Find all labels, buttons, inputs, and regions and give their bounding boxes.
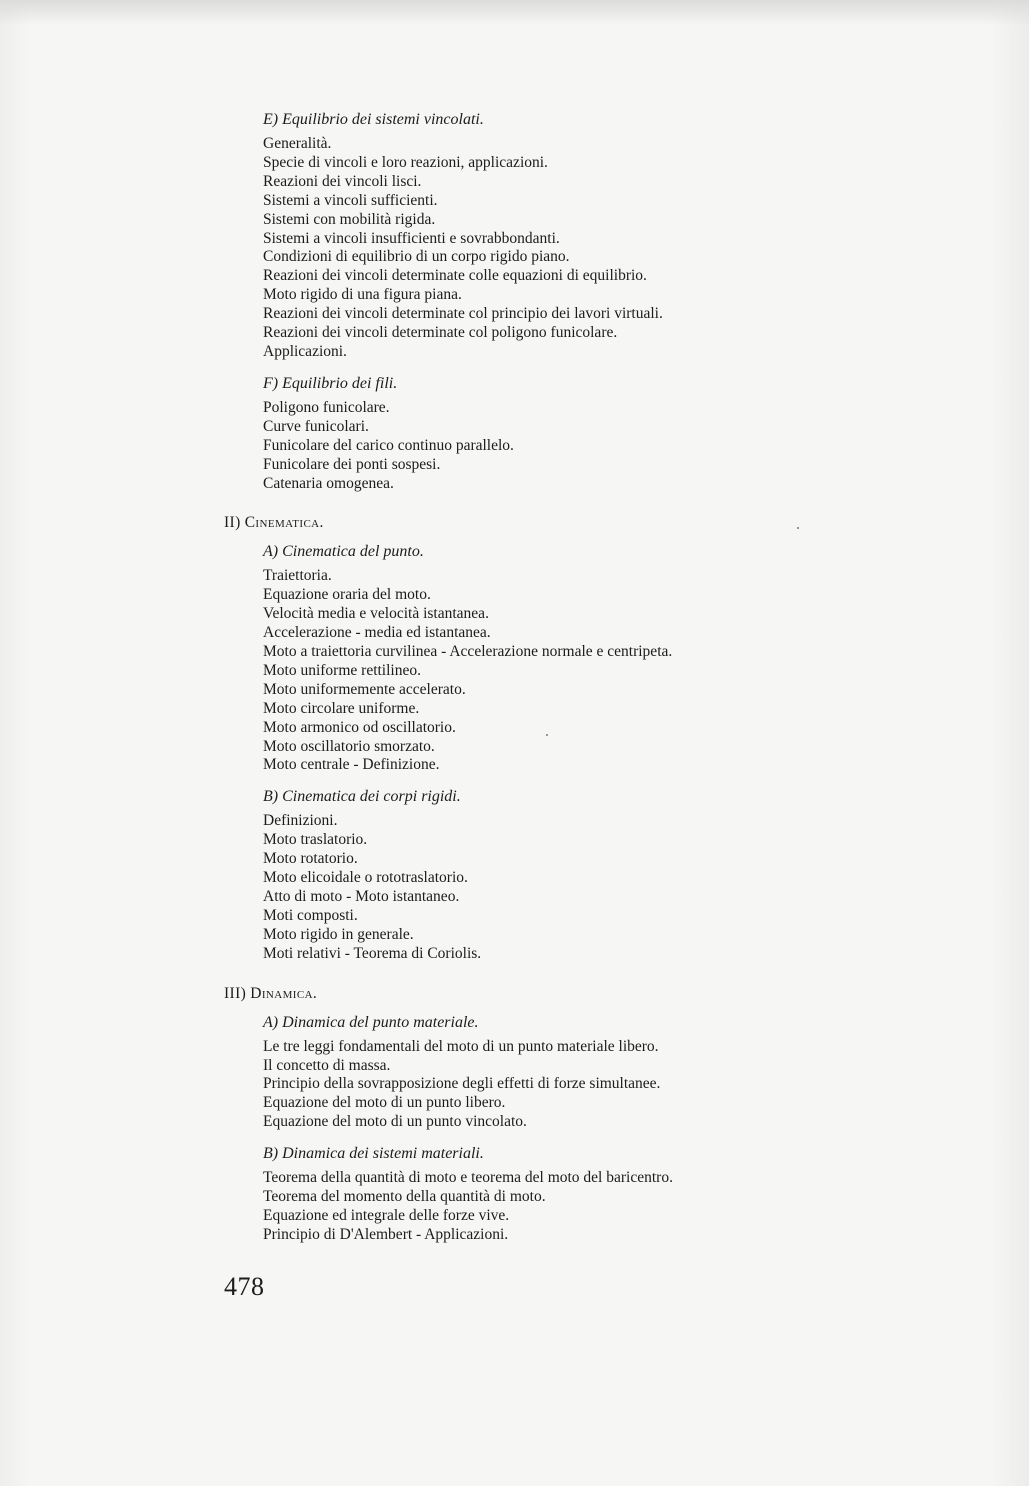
topic-item: Moto rotatorio. xyxy=(263,850,358,868)
subsection xyxy=(263,1132,1029,1245)
subsection-heading: B) Cinematica dei corpi rigidi. xyxy=(263,788,461,806)
topic-item: Curve funicolari. xyxy=(263,417,369,435)
topic-item: Moto rigido in generale. xyxy=(263,925,414,943)
topic-item: Il concetto di massa. xyxy=(263,1056,391,1074)
topic-item: Moto centrale - Definizione. xyxy=(263,756,440,774)
topic-item: Reazioni dei vincoli determinate col poligono funicolare. xyxy=(263,324,618,342)
topic-item: Moto uniforme rettilineo. xyxy=(263,661,421,679)
subsection-heading: B) Dinamica dei sistemi materiali. xyxy=(263,1145,484,1163)
topic-item: Sistemi con mobilità rigida. xyxy=(263,210,436,228)
print-speck xyxy=(797,527,799,529)
syllabus-section xyxy=(0,110,1029,493)
topic-item: Traiettoria. xyxy=(263,567,332,585)
topic-item: Moto elicoidale o rototraslatorio. xyxy=(263,869,468,887)
topic-item: Catenaria omogenea. xyxy=(263,474,394,492)
topic-item: Sistemi a vincoli insufficienti e sovrabbondanti. xyxy=(263,229,560,247)
topic-item: Moto oscillatorio smorzato. xyxy=(263,737,435,755)
section-title: Dinamica. xyxy=(250,984,318,1002)
topic-item: Moti composti. xyxy=(263,906,358,924)
topic-item: Accelerazione - media ed istantanea. xyxy=(263,624,491,642)
topic-item: Reazioni dei vincoli determinate col principio dei lavori virtuali. xyxy=(263,305,663,323)
subsection xyxy=(263,110,1029,362)
topic-item: Moto a traiettoria curvilinea - Accelerazione normale e centripeta. xyxy=(263,643,673,661)
topic-item: Equazione del moto di un punto libero. xyxy=(263,1094,506,1112)
syllabus-content xyxy=(0,110,1029,1245)
topic-item: Teorema del momento della quantità di moto. xyxy=(263,1188,546,1206)
section-number: III) xyxy=(224,984,247,1002)
syllabus-section xyxy=(0,493,1029,963)
topic-item: Moto rigido di una figura piana. xyxy=(263,286,462,304)
subsection-heading: E) Equilibrio dei sistemi vincolati. xyxy=(263,111,484,128)
topic-item: Atto di moto - Moto istantaneo. xyxy=(263,888,460,905)
topic-item: Definizioni. xyxy=(263,812,338,830)
syllabus-section xyxy=(0,964,1029,1245)
topic-item: Moto armonico od oscillatorio. xyxy=(263,718,456,736)
topic-item: Condizioni di equilibrio di un corpo rigido piano. xyxy=(263,248,570,266)
topic-item: Principio della sovrapposizione degli effetti di forze simultanee. xyxy=(263,1075,661,1093)
topic-item: Moto circolare uniforme. xyxy=(263,699,420,717)
print-speck xyxy=(546,734,548,736)
topic-item: Applicazioni. xyxy=(263,342,347,360)
subsection xyxy=(263,542,1029,775)
topic-item: Moti relativi - Teorema di Coriolis. xyxy=(263,944,482,962)
topic-item: Sistemi a vincoli sufficienti. xyxy=(263,191,438,209)
subsection-heading: F) Equilibrio dei fili. xyxy=(263,374,398,392)
page-number: 478 xyxy=(224,1272,265,1301)
topic-item: Principio di D'Alembert - Applicazioni. xyxy=(263,1225,509,1243)
topic-item: Velocità media e velocità istantanea. xyxy=(263,605,489,623)
subsection-heading: A) Dinamica del punto materiale. xyxy=(263,1013,479,1031)
topic-item: Funicolare del carico continuo parallelo. xyxy=(263,436,514,454)
subsection xyxy=(263,1013,1029,1133)
topic-item: Moto uniformemente accelerato. xyxy=(263,680,466,698)
topic-item: Specie di vincoli e loro reazioni, applicazioni. xyxy=(263,153,548,171)
topic-item: Equazione ed integrale delle forze vive. xyxy=(263,1206,510,1224)
topic-item: Teorema della quantità di moto e teorema del moto del baricentro. xyxy=(263,1169,673,1187)
topic-item: Le tre leggi fondamentali del moto di un punto materiale libero. xyxy=(263,1037,659,1055)
subsection-heading: A) Cinematica del punto. xyxy=(263,543,424,561)
topic-item: Equazione del moto di un punto vincolato. xyxy=(263,1113,527,1131)
section-title: Cinematica. xyxy=(244,514,324,532)
subsection xyxy=(263,362,1029,494)
topic-item: Reazioni dei vincoli lisci. xyxy=(263,172,422,190)
section-number: II) xyxy=(224,514,241,532)
topic-item: Funicolare dei ponti sospesi. xyxy=(263,455,441,473)
section-heading xyxy=(224,984,1029,1003)
topic-item: Generalità. xyxy=(263,135,332,152)
subsection xyxy=(263,775,1029,963)
topic-item: Poligono funicolare. xyxy=(263,398,390,416)
section-heading xyxy=(224,513,1029,532)
topic-item: Equazione oraria del moto. xyxy=(263,586,431,604)
topic-item: Moto traslatorio. xyxy=(263,831,368,849)
topic-item: Reazioni dei vincoli determinate colle equazioni di equilibrio. xyxy=(263,267,647,285)
